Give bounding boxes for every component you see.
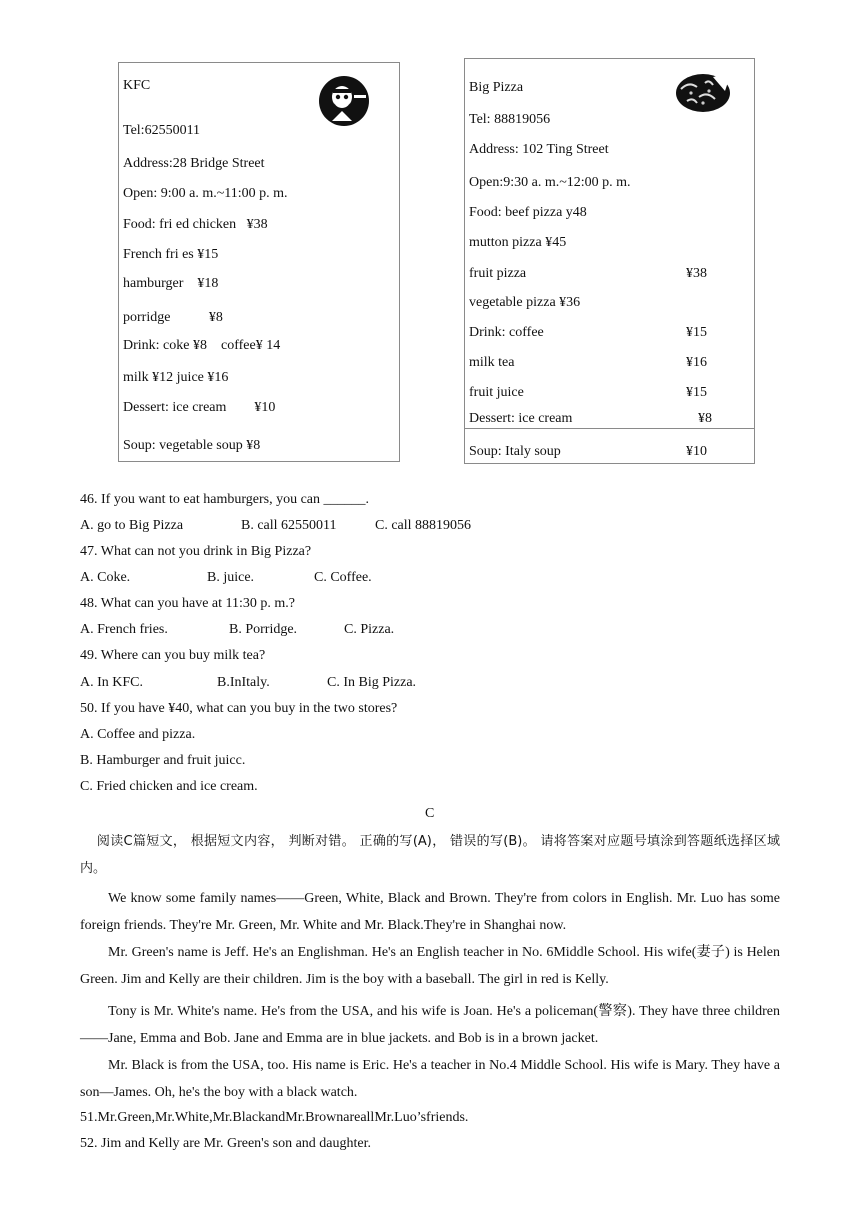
kfc-drink-line: milk ¥12 juice ¥16 [123, 370, 229, 385]
section-instruction: 阅读C篇短文， 根据短文内容， 判断对错。 正确的写(A)， 错误的写(B)。 请将答案对应题号填涂到答题纸选择区域内。 [80, 834, 780, 876]
passage-paragraph: Mr. Green's name is Jeff. He's an Englishman. He's an English teacher in No. 6Middle School. His wife(妻子) is Helen Green. Jim and Kelly are their children. Jim is the boy with a baseball. The girl in red is Kelly. [80, 945, 780, 987]
kfc-food-line: Food: fri ed chicken ¥38 [123, 217, 268, 232]
option: B. Porridge. [229, 622, 298, 637]
kfc-food-line: French fri es ¥15 [123, 247, 219, 262]
passage-paragraph: Tony is Mr. White's name. He's from the USA, and his wife is Joan. He's a policeman(警察). They have three children——Jane, Emma and Bob. Jane and Emma are in blue jackets. and Bob is in a brown jacket. [80, 1004, 780, 1046]
pizza-price: ¥8 [698, 411, 712, 426]
option: A. In KFC. [80, 675, 144, 690]
kfc-tel: Tel:62550011 [123, 123, 201, 138]
kfc-food-line: hamburger ¥18 [123, 276, 219, 291]
section-letter: C [425, 806, 435, 821]
kfc-drink-line: Drink: coke ¥8 coffee¥ 14 [123, 338, 281, 353]
pizza-divider [465, 428, 754, 429]
option: A. go to Big Pizza [80, 518, 184, 533]
pizza-food-line: fruit pizza [469, 266, 527, 281]
pizza-drink-line: fruit juice [469, 385, 524, 400]
option: C. In Big Pizza. [327, 675, 417, 690]
option: B. call 62550011 [241, 518, 337, 533]
big-pizza-menu-card [464, 58, 755, 464]
option: A. Coke. [80, 570, 131, 585]
pizza-price: ¥38 [686, 266, 707, 281]
question-47: 47. What can not you drink in Big Pizza? [80, 544, 312, 559]
pizza-logo-icon [675, 71, 733, 113]
option: C. Pizza. [344, 622, 395, 637]
pizza-address: Address: 102 Ting Street [469, 142, 609, 157]
option: C. Coffee. [314, 570, 372, 585]
question-49: 49. Where can you buy milk tea? [80, 648, 266, 663]
pizza-price: ¥10 [686, 444, 707, 459]
pizza-price: ¥15 [686, 385, 707, 400]
pizza-soup-line: Soup: Italy soup [469, 444, 561, 459]
question-48: 48. What can you have at 11:30 p. m.? [80, 596, 295, 611]
pizza-name: Big Pizza [469, 80, 524, 95]
option: C. call 88819056 [375, 518, 472, 533]
pizza-dessert-line: Dessert: ice cream [469, 411, 573, 426]
pizza-food-line: Food: beef pizza y48 [469, 205, 587, 220]
pizza-tel: Tel: 88819056 [469, 112, 551, 127]
kfc-hours: Open: 9:00 a. m.~11:00 p. m. [123, 186, 288, 201]
pizza-price: ¥16 [686, 355, 707, 370]
pizza-hours: Open:9:30 a. m.~12:00 p. m. [469, 175, 631, 190]
option: A. French fries. [80, 622, 168, 637]
pizza-food-line: mutton pizza ¥45 [469, 235, 567, 250]
question-46: 46. If you want to eat hamburgers, you can ______. [80, 492, 370, 507]
option: C. Fried chicken and ice cream. [80, 779, 258, 794]
kfc-dessert-line: Dessert: ice cream ¥10 [123, 400, 276, 415]
statement-52: 52. Jim and Kelly are Mr. Green's son and daughter. [80, 1136, 372, 1151]
kfc-address: Address:28 Bridge Street [123, 156, 265, 171]
pizza-drink-line: milk tea [469, 355, 515, 370]
option: B. Hamburger and fruit juicc. [80, 753, 246, 768]
pizza-drink-line: Drink: coffee [469, 325, 544, 340]
passage-paragraph: Mr. Black is from the USA, too. His name is Eric. He's a teacher in No.4 Middle School. His wife is Mary. They have a son—James. Oh, he's the boy with a black watch. [80, 1058, 780, 1100]
passage-paragraph: We know some family names——Green, White, Black and Brown. They're from colors in English. Mr. Luo has some foreign friends. They're Mr. Green, Mr. White and Mr. Black.They're in Shanghai now. [80, 891, 780, 933]
statement-51: 51.Mr.Green,Mr.White,Mr.BlackandMr.BrownareallMr.Luo’sfriends. [80, 1110, 469, 1125]
kfc-name: KFC [123, 78, 151, 93]
option: B. juice. [207, 570, 255, 585]
question-50: 50. If you have ¥40, what can you buy in the two stores? [80, 701, 398, 716]
option: B.InItaly. [217, 675, 270, 690]
option: A. Coffee and pizza. [80, 727, 196, 742]
kfc-logo-icon [318, 75, 370, 127]
kfc-soup-line: Soup: vegetable soup ¥8 [123, 438, 261, 453]
kfc-food-line: porridge ¥8 [123, 310, 223, 325]
kfc-menu-card [118, 62, 400, 462]
pizza-price: ¥15 [686, 325, 707, 340]
pizza-food-line: vegetable pizza ¥36 [469, 295, 581, 310]
